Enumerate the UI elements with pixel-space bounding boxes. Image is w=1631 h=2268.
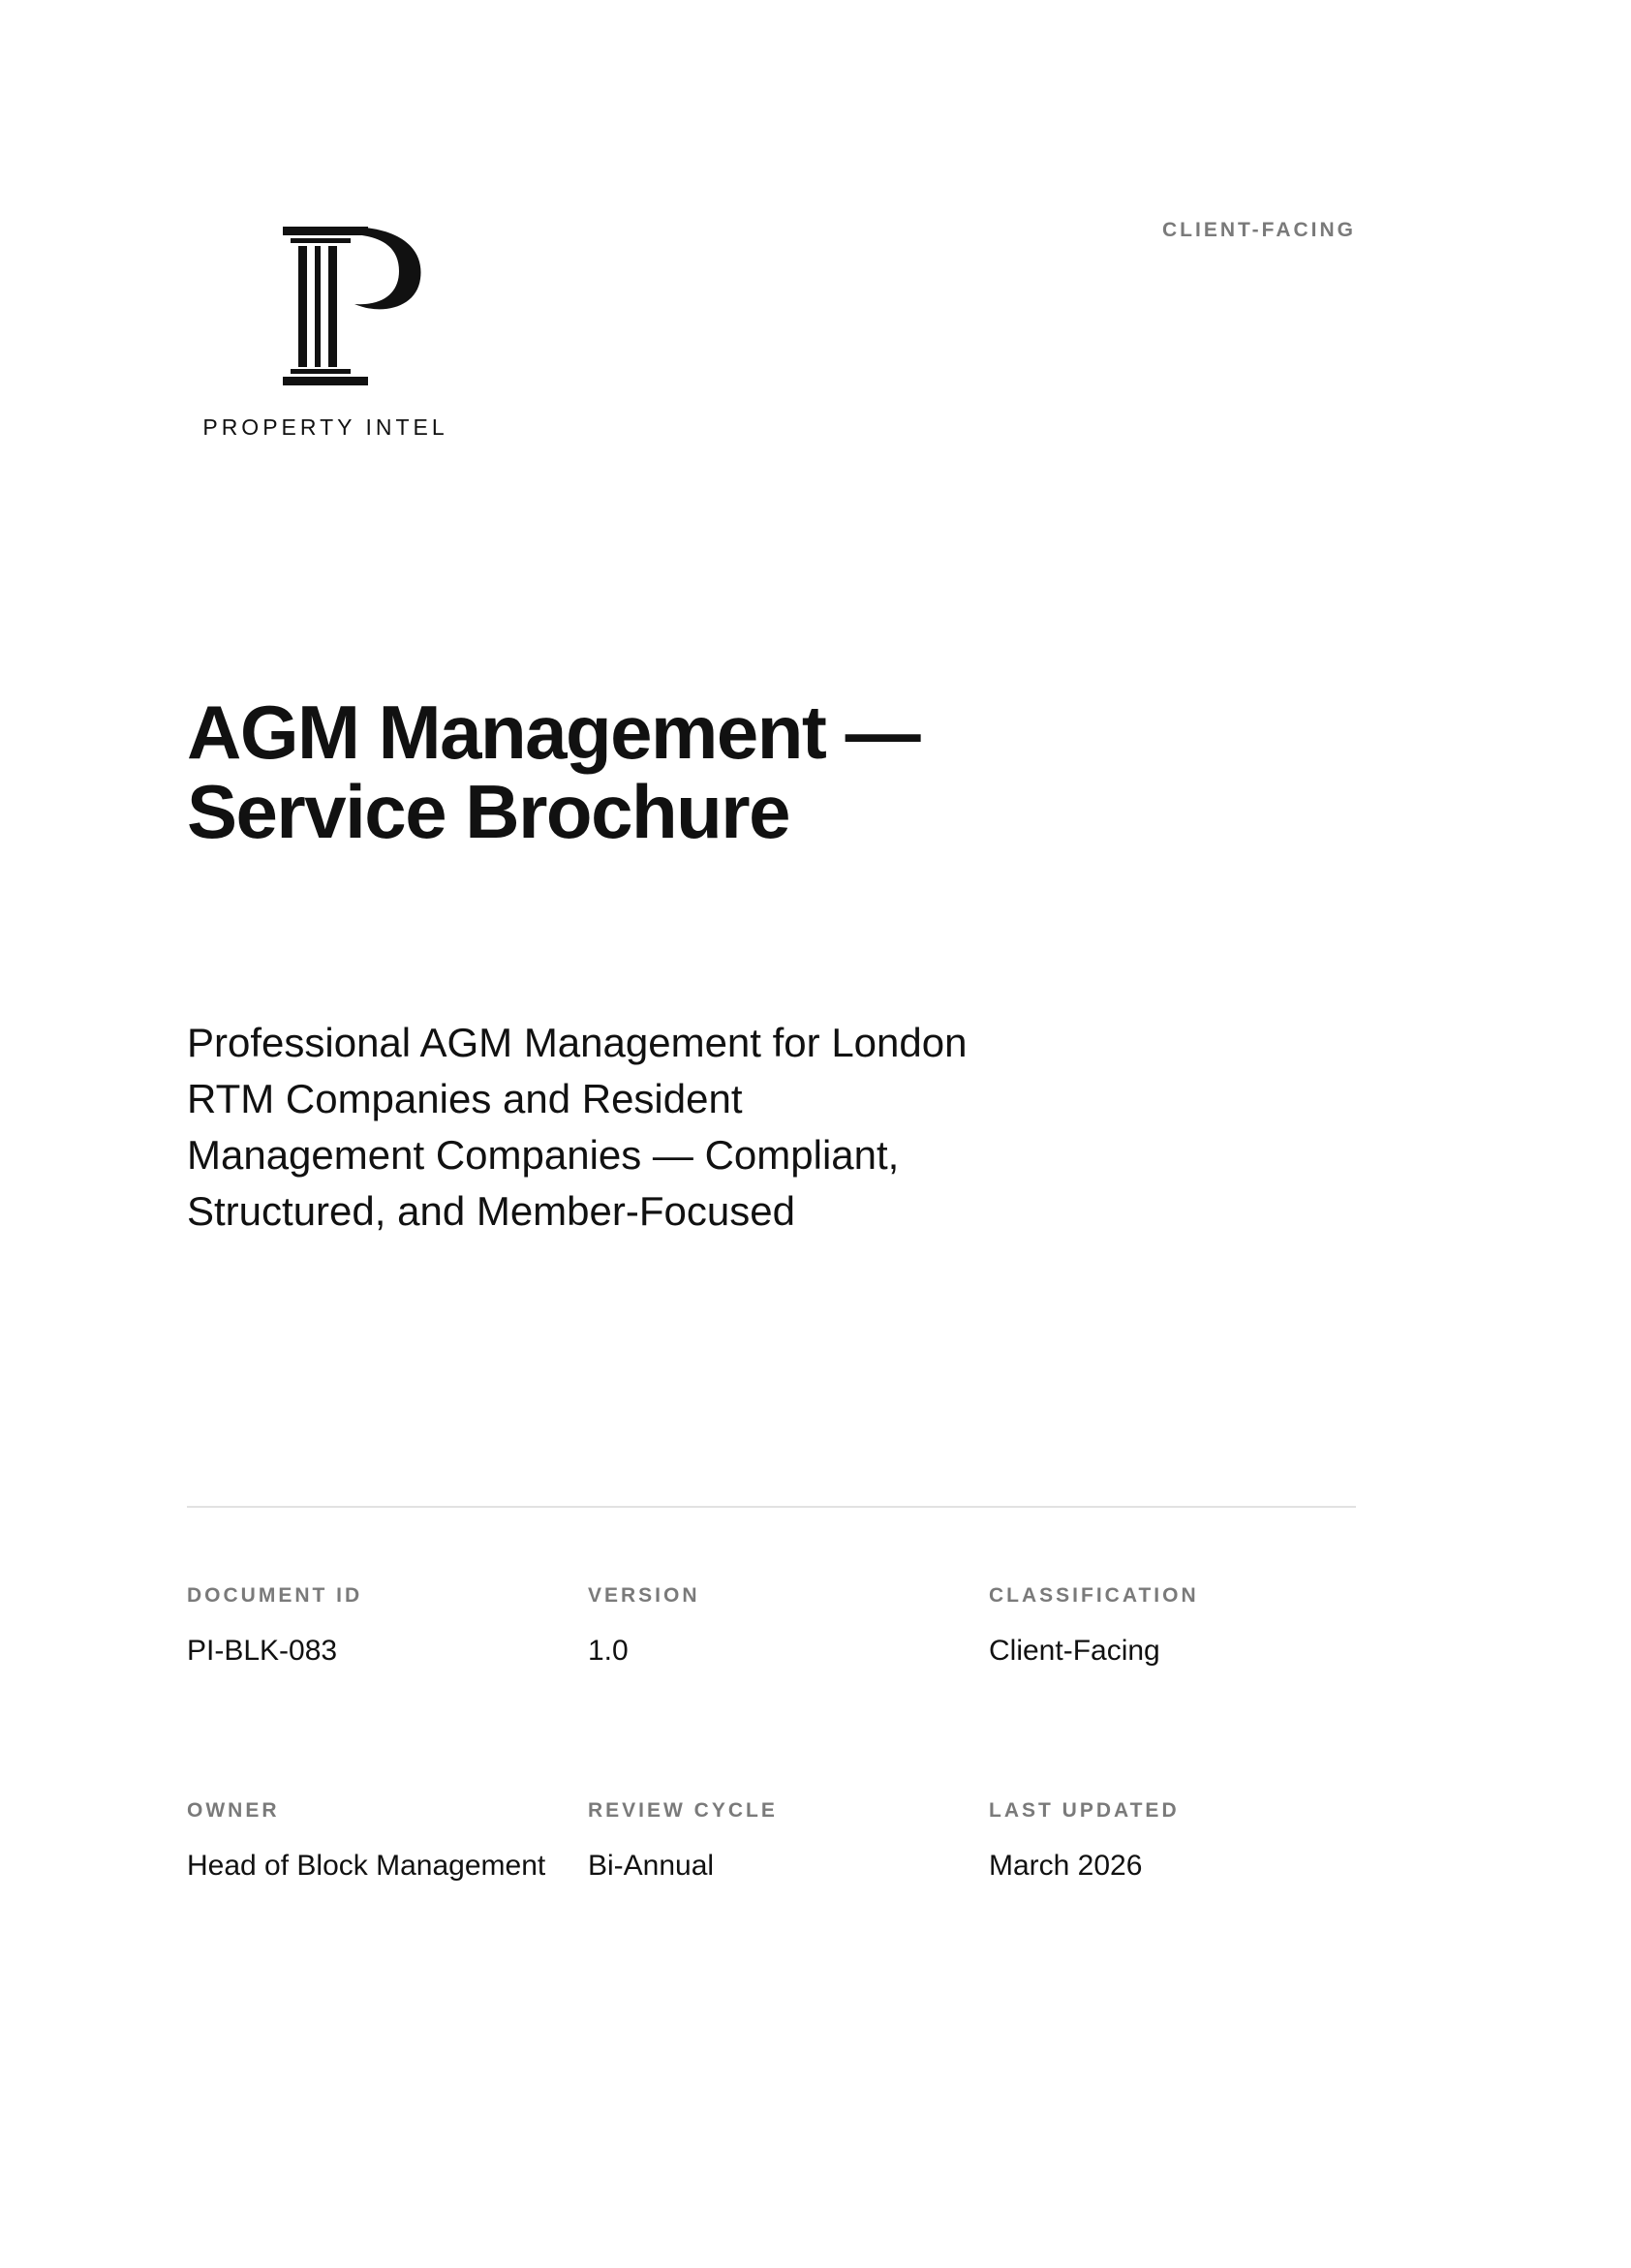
meta-value: Bi-Annual [588, 1850, 715, 1882]
document-metadata-grid [187, 1581, 1369, 1885]
classification-tag: CLIENT-FACING [1162, 219, 1356, 241]
brand-logo [194, 221, 457, 444]
meta-label: LAST UPDATED [989, 1799, 1180, 1822]
meta-label: REVIEW CYCLE [588, 1799, 778, 1822]
page-title: AGM Management — Service Brochure [187, 690, 920, 854]
meta-value: Client-Facing [989, 1635, 1160, 1667]
meta-classification [989, 1581, 1369, 1670]
meta-label: CLASSIFICATION [989, 1584, 1199, 1607]
meta-value: March 2026 [989, 1850, 1143, 1882]
meta-value: Head of Block Management [187, 1850, 546, 1882]
meta-value: PI-BLK-083 [187, 1635, 338, 1667]
meta-label: DOCUMENT ID [187, 1584, 363, 1607]
brand-name: PROPERTY INTEL [202, 414, 448, 440]
meta-label: OWNER [187, 1799, 280, 1822]
meta-review-cycle [588, 1796, 989, 1885]
meta-document-id [187, 1581, 588, 1670]
meta-value: 1.0 [588, 1635, 629, 1667]
meta-owner [187, 1796, 588, 1885]
meta-version [588, 1581, 989, 1670]
section-divider [187, 1506, 1356, 1508]
meta-label: VERSION [588, 1584, 700, 1607]
pillar-p-logo-icon [277, 221, 422, 390]
meta-last-updated [989, 1796, 1369, 1885]
page-subtitle: Professional AGM Management for London RTM Companies and Resident Management Companies — Compliant, Structured, and Member-Focused [187, 1020, 968, 1234]
